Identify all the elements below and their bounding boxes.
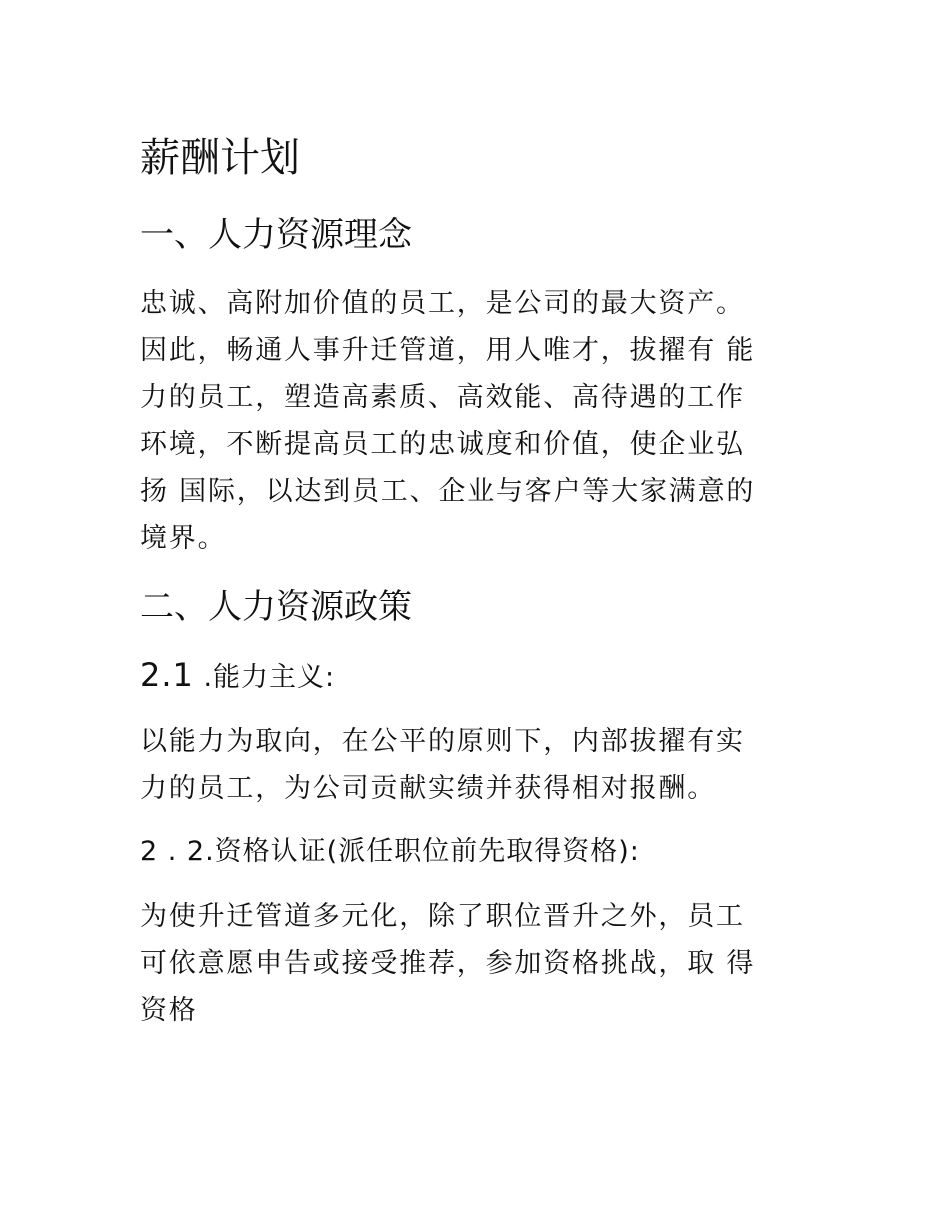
paragraph-line: 境界。 — [140, 523, 227, 554]
paragraph-line: 资格 — [140, 995, 198, 1026]
paragraph-line: 可依意愿申告或接受推荐，参加资格挑战，取 得 — [140, 948, 756, 979]
philosophy-paragraph — [140, 280, 820, 562]
paragraph-line: 忠诚、高附加价值的员工，是公司的最大资产。 — [140, 288, 745, 319]
paragraph-line: 为使升迁管道多元化，除了职位晋升之外，员工 — [140, 901, 745, 932]
section-heading-philosophy: 一、人力资源理念 — [140, 215, 412, 255]
paragraph-line: 环境，不断提高员工的忠诚度和价值，使企业弘 — [140, 429, 745, 460]
paragraph-line: 力的员工，塑造高素质、高效能、高待遇的工作 — [140, 382, 745, 413]
paragraph-line: 扬 国际，以达到员工、企业与客户等大家满意的 — [140, 476, 756, 507]
paragraph-line: 力的员工，为公司贡献实绩并获得相对报酬。 — [140, 773, 716, 804]
subsection-heading-certification: 2 . 2.资格认证(派任职位前先取得资格): — [140, 836, 640, 867]
section-heading-policy: 二、人力资源政策 — [140, 587, 412, 627]
subsection-number: 2.1 — [140, 656, 194, 694]
subsection-heading-ability — [140, 655, 335, 698]
subsection-label: .能力主义: — [193, 662, 336, 693]
page-title: 薪酬计划 — [140, 135, 300, 181]
certification-paragraph — [140, 893, 820, 1034]
ability-paragraph — [140, 718, 820, 812]
paragraph-line: 以能力为取向，在公平的原则下，内部拔擢有实 — [140, 726, 745, 757]
paragraph-line: 因此，畅通人事升迁管道，用人唯才，拔擢有 能 — [140, 335, 756, 366]
